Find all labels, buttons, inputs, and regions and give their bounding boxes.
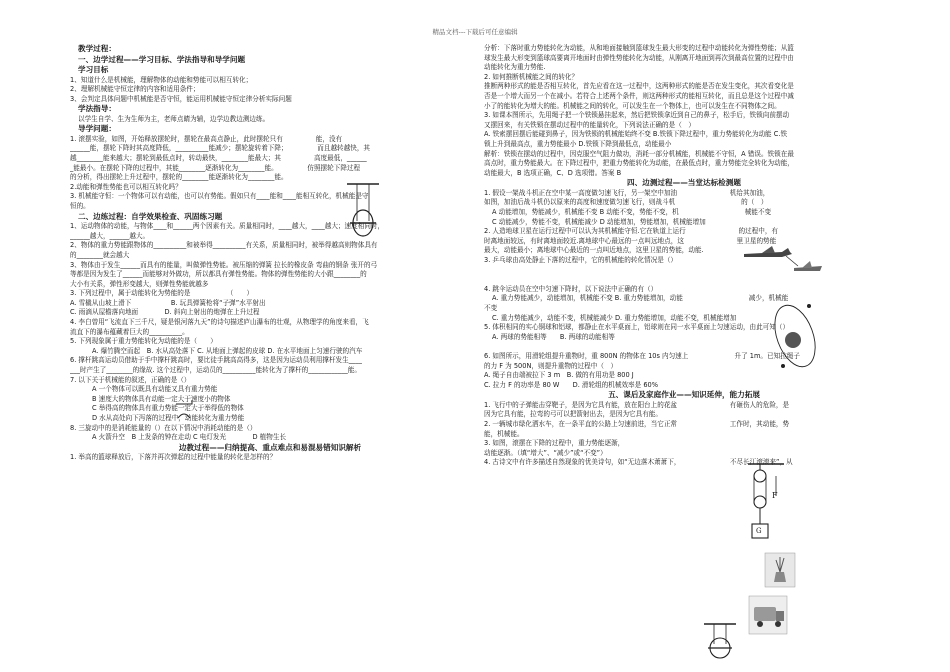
text-line: 1. 假设一架战斗机正在空中某一高度做匀速飞行，另一架空中加油 机给其加油， xyxy=(484,188,770,197)
text-line: A. 爆竹腾空而起 B. 水从高处落下 C. 从地面上弹起的皮球 D. 在水平地面上匀速行驶的汽车 xyxy=(92,346,363,355)
text-line: C. 拉力 F 的功率是 80 W D. 滑轮组的机械效率是 60% xyxy=(484,380,658,389)
text-line: 5. 体积相同的实心铜球和铝球，都静止在水平桌面上，铝球则在同一水平桌面上匀速运动，由此可知（） xyxy=(484,323,790,332)
text-line: 1. 滚摆实验，如图，开始释放摆轮时，摆轮在最高点静止，此时摆轮只有 能，没有 xyxy=(70,134,343,143)
text-line: 分析：下落时重力势能转化为动能，从和地面接触到篮球发生最大形变的过程中动能转化为弹性势能；从篮 xyxy=(484,44,794,52)
text-line: 时离地面较远，有时离地面较近.离地球中心最远的一点叫远地点，这 里卫星的势能 xyxy=(484,236,777,245)
text-line: 2、理解机械能守恒定律的内容和适用条件； xyxy=(70,85,200,94)
text-line xyxy=(484,266,884,276)
text-line: 1、知道什么是机械能，理解物体的动能和势能可以相互转化； xyxy=(70,75,253,84)
text-line: 流直下的瀑布蕴藏着巨大的__________。 xyxy=(70,327,189,336)
text-line: 以学生自学、生为生师为主，老师点睛为辅，边学边教边测边练。 xyxy=(78,114,270,123)
text-line: 1. 飞行中的子弹能击穿靶子，是因为它具有能，放在阳台上的花盆 有砸伤人的危险，是 xyxy=(484,400,790,409)
pulley-system-figure xyxy=(746,462,786,546)
left-column xyxy=(70,44,470,463)
cannonball-icon xyxy=(176,410,192,420)
section-heading: 学法指导： xyxy=(78,104,116,114)
text-line: ______越大，______越大。 xyxy=(70,231,150,240)
section-heading: 学习目标 xyxy=(78,65,109,74)
page-header: 精品文档---下载后可任意编辑 xyxy=(432,28,518,36)
section-heading: 二、边练过程：自学效果检查、巩固练习题 xyxy=(78,211,223,221)
text-line: A. 铁索摆回摆后能碰到鼻子，因为铁锁的机械能始终不变 B.铁锁下降过程中，重力势能转化为动能 C.铁 xyxy=(484,130,788,139)
text-line: 2. 一辆城市绿化洒水车，在一条平直的公路上匀速前进，当它正常 工作时，其动能，势 xyxy=(484,419,790,428)
text-line: 小了的能转化为增大的能。机械能之间的转化，可以发生在一个物体上，也可以发生在不同物体之间。 xyxy=(484,101,781,110)
section-heading: 四、边测过程——当堂达标检测题 xyxy=(627,178,741,188)
text-line: 高点时，重力势能最大。在下降过程中，把重力势能转化为动能，在最低点时，重力势能完全转化为动能， xyxy=(484,159,794,168)
text-line: 6. 撑杆跳高运动员借助于手中撑杆跳高时，要比徒手跳高高得多，这是因为运动员利用撑杆发生____ xyxy=(70,356,362,365)
text-line: 4. 李白曾用“飞流直下三千尺，疑是银河落九天”的诗句描述庐山瀑布的壮观，从物理学的角度来看，飞 xyxy=(70,318,369,327)
text-line: 越________能来越大；摆轮到最低点时，转动最快，________能最大；其 高度最低，______ xyxy=(70,154,367,163)
text-line: A. 雪橇从山坡上滑下 B. 玩具弹簧枪将“子弹”水平射出 xyxy=(70,298,266,307)
text-line: C 动能减少，势能不变，机械能减少 D 动能增加，势能增加，机械能增加 xyxy=(492,217,706,226)
text-line: A. 重力势能减少，动能增加，机械能不变 B. 重力势能增加，动能 减少，机械能 xyxy=(492,294,789,303)
text-line: 动能转化为重力势能. xyxy=(484,63,546,72)
text-line: 因为它具有能，拉弯的弓可以把箭射出去，是因为它具有能。 xyxy=(484,410,663,419)
text-line: D 水从高处向下泻落的过程中，动能转化为重力势能 xyxy=(92,414,245,422)
text-line xyxy=(484,275,884,285)
flower-pot-figure xyxy=(764,552,796,588)
text-line: C 举得高的物体具有重力势能一定大于举得低的物体 xyxy=(92,404,244,413)
text-line: 否是一个增大而另一个在减小。若符合上述两个条件，则这两种形式的能相互转化，而且总是这个过程中减 xyxy=(484,91,794,100)
text-line: 2. 人造地球卫星在运行过程中可以认为其机械能守恒.它在轨道上运行 的过程中，有 xyxy=(484,227,779,236)
text-line: 最大，动能最小；离地球中心最近的一点叫近地点，这里卫星的势能，动能. xyxy=(484,246,704,255)
text-line: 球发生最大形变到篮球高要离开地面时由弹性势能转化为动能，从刚离开地面到再次到最高位置的过程中由 xyxy=(484,53,794,62)
text-line: A 火箭升空 B 上发条的钟在走动 C 电灯发光 D 植物生长 xyxy=(92,433,287,442)
text-line: 的力 F 为 500N，则提升重物的过程中（ ） xyxy=(484,361,618,370)
sled-icon xyxy=(174,396,194,406)
text-line: _能最小。在摆轮下降的过程中，其能________逐渐转化为________能。 仿照摆轮下降过程 xyxy=(70,163,361,172)
text-line: 2.动能和弹性势能也可以相互转化吗？ xyxy=(70,182,182,191)
text-line: 3. 如图，滚摆在下降的过程中，重力势能逐渐， xyxy=(484,439,625,448)
text-line: A. 绳子自由端被拉下 3 m B. 做的有用功是 800 J xyxy=(484,371,634,380)
text-line: ___时产生了________的缘故. 这个过程中，运动员的__________能转化为了撑杆的____________能。 xyxy=(70,366,362,375)
text-line: A 动能增加，势能减少，机械能不变 B 动能不变，势能不变，机 械能不变 xyxy=(492,208,772,216)
text-line: 8. 三旋动中的是消耗能量的（）在以下情况中消耗动能的是（） xyxy=(70,423,257,432)
section-heading: 导学问题： xyxy=(78,124,116,134)
text-line: ______能，摆轮下降时其高度降低，__________能减少；摆轮旋转着下降； 而且越转越快，其 xyxy=(70,144,371,153)
text-line: 推断两种形式的能是否相互转化，首先应看在这一过程中，这两种形式的能是否在发生变化，其次看变化是 xyxy=(484,82,794,91)
text-line: 3、物体由于发生______而具有的能量，叫做弹性势能。被压缩的弹簧 拉长的橡皮条 弯曲的钢条 张开的弓 xyxy=(70,260,378,269)
text-line: 2. 如何推断机械能之间的转化？ xyxy=(484,72,579,81)
text-line: C. 雨滴从屋檐落向地面 D. 斜向上射出的炮弹在上升过程 xyxy=(70,308,260,317)
text-line: 4. 跳伞运动员在空中匀速下降时，以下说法中正确的有（） xyxy=(484,284,658,293)
right-column xyxy=(484,44,884,468)
sprinkler-truck-figure xyxy=(748,595,788,635)
refueling-aircraft-figure xyxy=(742,246,824,276)
force-f-label: F xyxy=(772,491,778,500)
text-line: C. 重力势能减少，动能不变，机械能减少 D. 重力势能增加，动能不变，机械能增加 xyxy=(492,313,737,322)
text-line: 2、物体的重力势能跟物体的__________和被举得__________有关系，质量相同时，被举得越高则物体具有 xyxy=(70,241,378,250)
section-heading: 五、课后及家庭作业——知识延伸，能力拓展 xyxy=(608,390,760,400)
text-line: 的________就会越大 xyxy=(70,250,130,259)
text-line: 大小有关系，弹性形变越大，则弹性势能就越多 xyxy=(70,279,209,288)
rolling-pendulum-figure xyxy=(345,181,381,253)
text-line: 动能最大，B 选项正确，C、D 选项错。答案 B xyxy=(484,168,622,177)
text-line: 4. 古诗文中有许多描述自然现象的优美诗句，如“无边落木萧萧下， 不尽长江滚滚来”，从 xyxy=(484,458,793,467)
section-heading: 教学过程： xyxy=(78,44,116,53)
rolling-pendulum-figure-2 xyxy=(702,622,738,662)
text-line: 3、会判定具体问题中机械能是否守恒，能运用机械能守恒定律分析实际问题 xyxy=(70,94,292,103)
text-line: 3. 机械能守恒：一个物体可以有动能，也可以有势能。假如只有____能和____能相互转化，机械能是守 xyxy=(70,192,369,201)
text-line: 又摆回来，有关铁锁在摆动过程中的能量转化，下列说法正确的是（ ） xyxy=(484,120,695,129)
text-line: B 速度大的物体具有动能一定大于速度小的物体 xyxy=(92,394,231,403)
section-heading: 边教过程——归纳提高、重点难点和易混易错知识解析 xyxy=(178,442,362,452)
text-line: 等都是因为发生了______而能够对外做功，所以都具有弹性势能。物体的弹性势能的大小跟________的 xyxy=(70,270,367,279)
text-line: 能，机械能。 xyxy=(484,429,524,438)
satellite-orbit-figure xyxy=(765,296,827,372)
text-line: 1、运动物体的动能，与物体____和______两个因素有关。质量相同时，____越大，____越大；速度相同时， xyxy=(70,222,385,231)
text-line: 3. 如课本图所示，先用绳子把一个铁锁悬挂起来，然后把铁锁拿近到自己的鼻子，松手后，铁锁向前摆动 xyxy=(484,111,790,120)
text-line: A. 两球的势能相等 B. 两球的动能相等 xyxy=(492,332,615,341)
text-line: 7. 以下关于机械能的叙述，正确的是（） xyxy=(70,375,191,384)
text-line: A 一个物体可以既具有动能又具有重力势能 xyxy=(92,385,218,394)
text-line: 锁上升到最高点，重力势能最小 D.铁锁下降到最低点，动能最小 xyxy=(484,139,672,148)
text-line: 不变 xyxy=(484,303,498,312)
text-line: 动能逐渐。（填“增大”、“减少”或“不变”） xyxy=(484,448,607,457)
section-heading: 一、边学过程——学习目标、学法指导和导学问题 xyxy=(78,54,246,64)
text-line: 的分析，得出摆轮上升过程中，摆轮的________能逐渐转化为________能。 xyxy=(70,173,288,182)
text-line: 6. 如图所示，用滑轮组提升重物时，重 800N 的物体在 10s 内匀速上 升了 1m。已知拉绳子 xyxy=(484,351,800,360)
text-line: 恒的。 xyxy=(70,202,90,211)
text-line: 解析：铁锁在摆动的过程中，因克服空气阻力做功，消耗一部分机械能，机械能不守恒，A 错误。铁锁在最 xyxy=(484,149,794,158)
text-line: 5. 下列现象属于重力势能转化为动能的是（ ） xyxy=(70,337,217,346)
text-line: 1. 举高的篮球释放后，下落并再次弹起的过程中能量的转化是怎样的？ xyxy=(70,453,277,462)
weight-g-label: G xyxy=(756,527,762,535)
text-line: 如图，加油后战斗机仍以原来的高度和速度做匀速飞行，则战斗机 的（ ） xyxy=(484,198,768,207)
text-line: 3. 下列过程中，属于动能转化为势能的是 （ ） xyxy=(70,289,254,298)
text-line: 3. 乒乓球由高处静止下落的过程中，它的机械能的转化情况是（） xyxy=(484,255,678,264)
